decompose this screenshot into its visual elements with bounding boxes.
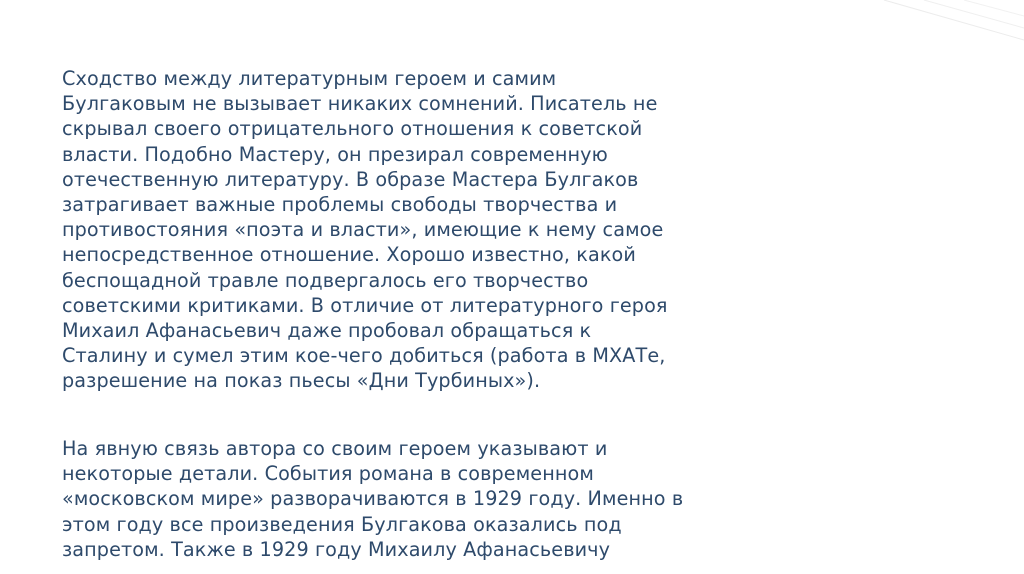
text-line: этом году все произведения Булгакова оказались под	[62, 512, 622, 536]
text-line: Сходство между литературным героем и самим	[62, 67, 557, 90]
paragraph-1	[62, 66, 782, 394]
text-line: скрывал своего отрицательного отношения к советской	[62, 117, 643, 141]
text-line: некоторые детали. События романа в современном	[62, 462, 594, 486]
text-line: противостояния «поэта и власти», имеющие к нему самое	[62, 218, 664, 242]
text-line: На явную связь автора со своим героем указывают и	[62, 437, 608, 460]
text-line: «московском мире» разворачиваются в 1929 году. Именно в	[62, 487, 684, 511]
text-line: непосредственное отношение. Хорошо известно, какой	[62, 243, 636, 267]
text-line: разрешение на показ пьесы «Дни Турбиных»).	[62, 369, 541, 393]
text-line: запретом. Также в 1929 году Михаилу Афанасьевичу	[62, 537, 611, 561]
paragraph-2	[62, 436, 782, 562]
text-line: Сталину и сумел этим кое-чего добиться (работа в МХАТе,	[62, 344, 666, 368]
text-line: беспощадной травле подвергалось его творчество	[62, 268, 589, 292]
text-line: Михаил Афанасьевич даже пробовал обращаться к	[62, 319, 592, 343]
text-line: власти. Подобно Мастеру, он презирал современную	[62, 142, 608, 166]
text-line: Булгаковым не вызывает никаких сомнений. Писатель не	[62, 92, 658, 116]
corner-decoration	[864, 0, 1024, 60]
text-line: советскими критиками. В отличие от литературного героя	[62, 293, 668, 317]
text-line: отечественную литературу. В образе Мастера Булгаков	[62, 167, 639, 191]
text-line: затрагивает важные проблемы свободы творчества и	[62, 193, 618, 217]
